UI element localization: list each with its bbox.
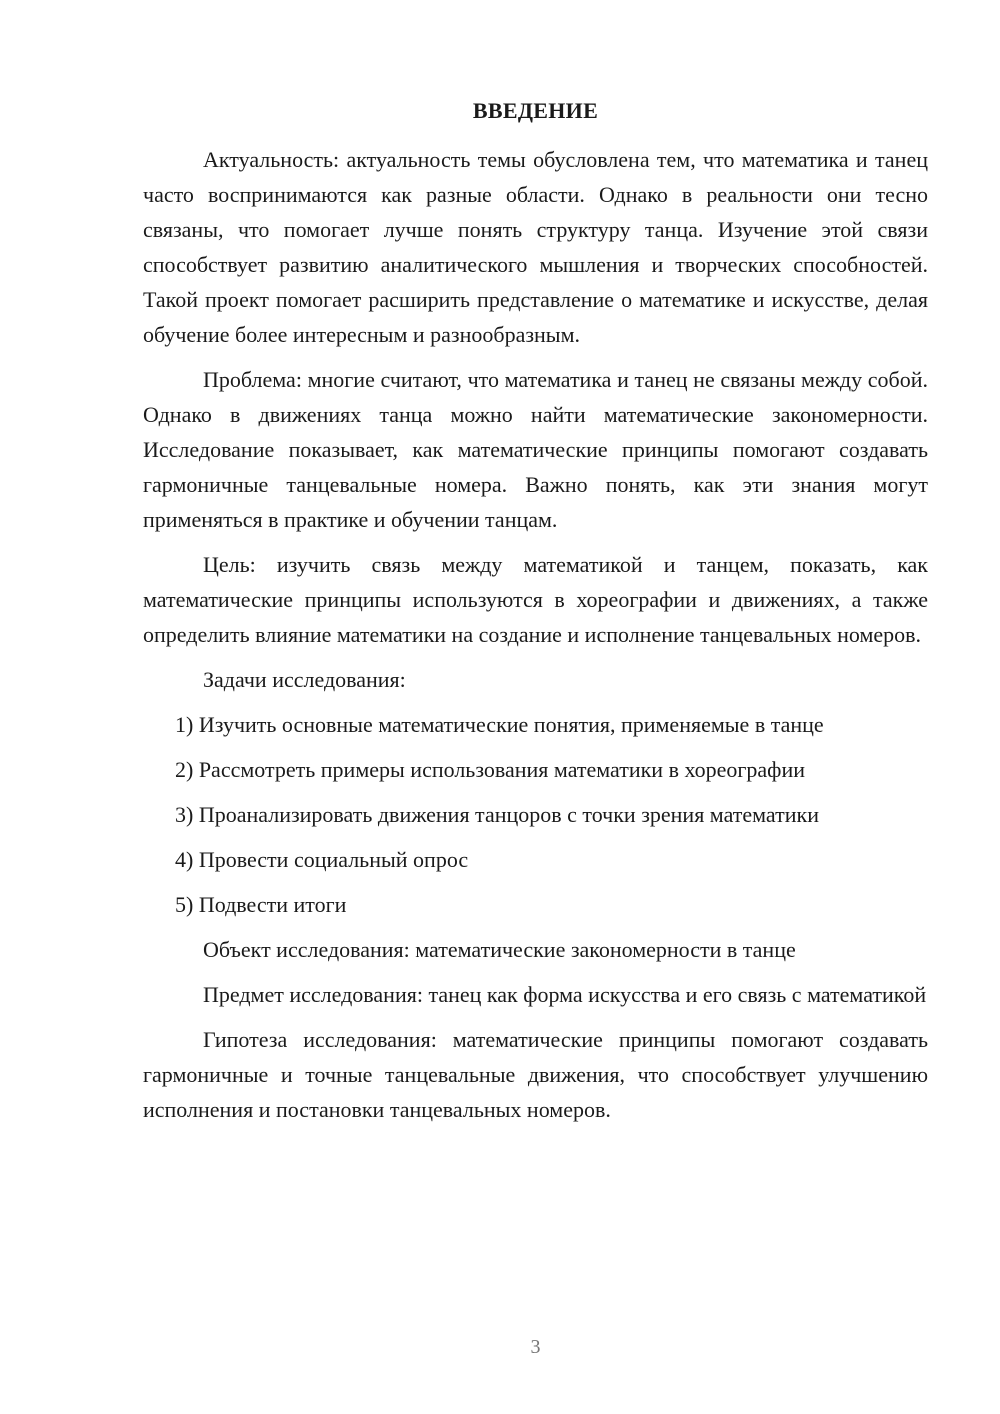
page-number: 3 (530, 1336, 541, 1358)
hypothesis-paragraph: Гипотеза исследования: математические принципы помогают создавать гармоничные и точные танцевальные движения, что способствует улучшению исполнения и постановки танцевальных номеров. (143, 1027, 928, 1122)
problem-paragraph: Проблема: многие считают, что математика и танец не связаны между собой. Однако в движениях танца можно найти математические закономерности. Исследование показывает, как математические принципы помогают создавать гармоничные танцевальные номера. Важно понять, как эти знания могут применяться в практике и обучении танцам. (143, 367, 928, 532)
subject-paragraph: Предмет исследования: танец как форма искусства и его связь с математикой (203, 982, 927, 1007)
task-item-4: 4) Провести социальный опрос (175, 847, 469, 872)
goal-paragraph: Цель: изучить связь между математикой и танцем, показать, как математические принципы используются в хореографии и движениях, а также определить влияние математики на создание и исполнение танцевальных номеров. (143, 552, 928, 647)
task-item-2: 2) Рассмотреть примеры использования математики в хореографии (175, 757, 805, 782)
tasks-list (143, 707, 928, 922)
task-item-1: 1) Изучить основные математические понятия, применяемые в танце (175, 712, 824, 737)
task-item-3: 3) Проанализировать движения танцоров с точки зрения математики (175, 802, 819, 827)
task-item-5: 5) Подвести итоги (175, 892, 347, 917)
introduction-body (143, 142, 928, 1137)
section-title: ВВЕДЕНИЕ (472, 98, 599, 123)
document-page (143, 0, 928, 1414)
object-paragraph: Объект исследования: математические закономерности в танце (203, 937, 796, 962)
relevance-paragraph: Актуальность: актуальность темы обусловлена тем, что математика и танец часто воспринимаются как разные области. Однако в реальности они тесно связаны, что помогает лучше понять структуру танца. Изучение этой связи способствует развитию аналитического мышления и творческих способностей. Такой проект помогает расширить представление о математике и искусстве, делая обучение более интересным и разнообразным. (143, 147, 928, 347)
tasks-heading: Задачи исследования: (203, 667, 406, 692)
